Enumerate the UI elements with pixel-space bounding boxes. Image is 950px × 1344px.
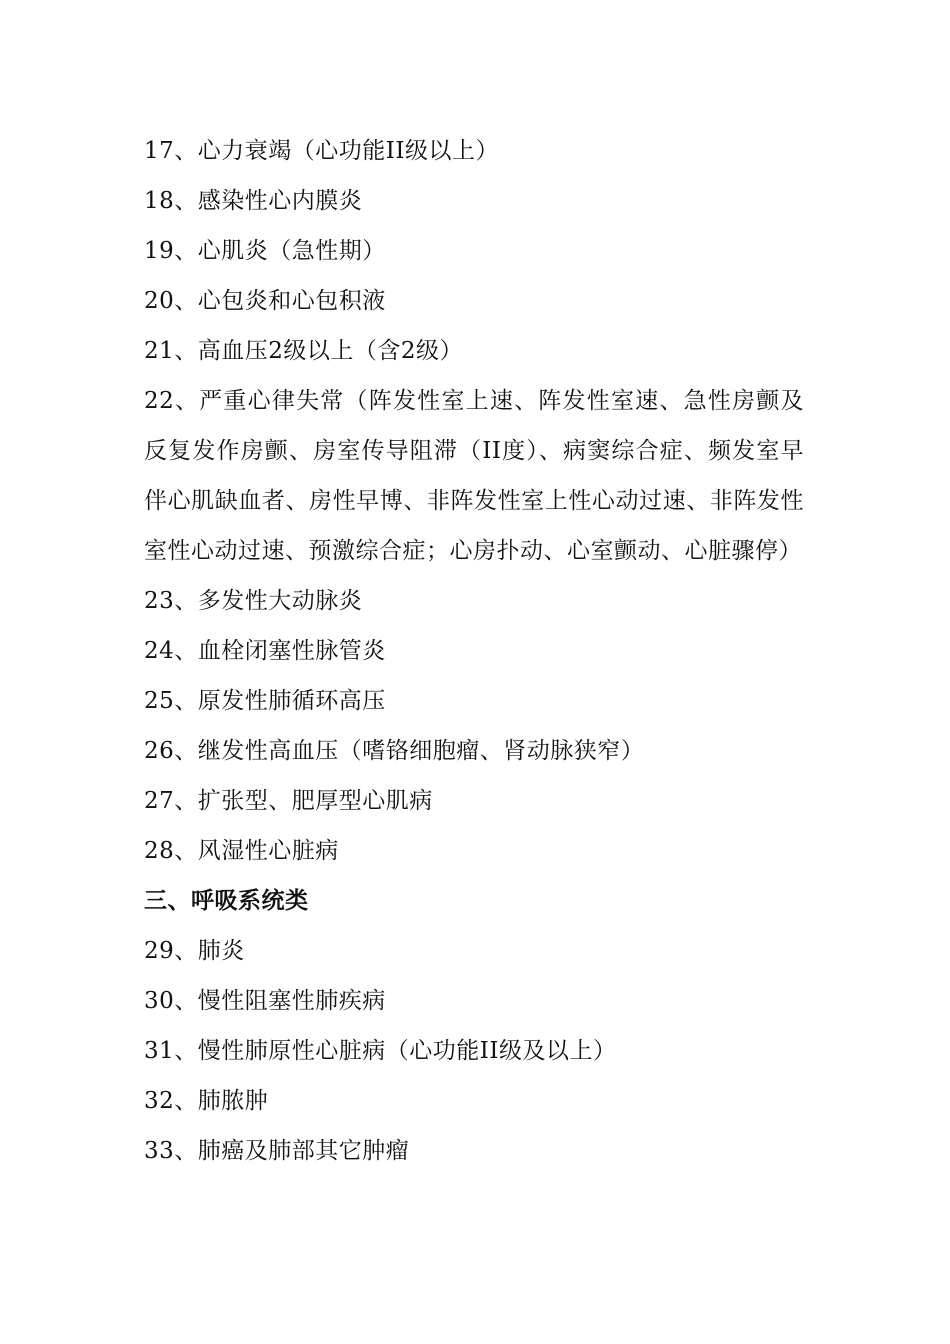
list-item: 20、心包炎和心包积液 <box>144 288 386 314</box>
list-item: 27、扩张型、肥厚型心肌病 <box>144 788 433 814</box>
list-item: 26、继发性高血压（嗜铬细胞瘤、肾动脉狭窄） <box>144 738 645 764</box>
list-item: 30、慢性阻塞性肺疾病 <box>144 988 386 1014</box>
list-item: 28、风湿性心脏病 <box>144 838 339 864</box>
list-item: 21、高血压2级以上（含2级） <box>144 338 464 364</box>
list-item: 17、心力衰竭（心功能II级以上） <box>144 138 499 164</box>
list-item: 31、慢性肺原性心脏病（心功能II级及以上） <box>144 1038 617 1064</box>
list-item: 25、原发性肺循环高压 <box>144 688 386 714</box>
section-heading: 三、呼吸系统类 <box>144 888 309 914</box>
document-page <box>144 126 804 1176</box>
list-item: 33、肺癌及肺部其它肿瘤 <box>144 1138 410 1164</box>
list-item: 29、肺炎 <box>144 938 245 964</box>
list-item: 18、感染性心内膜炎 <box>144 188 363 214</box>
list-item: 22、严重心律失常（阵发性室上速、阵发性室速、急性房颤及反复发作房颤、房室传导阻滞（II度）、病窦综合症、频发室早伴心肌缺血者、房性早博、非阵发性室上性心动过速、非阵发性室性心动过速、预激综合症；心房扑动、心室颤动、心脏骤停） <box>144 388 804 564</box>
list-item: 24、血栓闭塞性脉管炎 <box>144 638 386 664</box>
list-item: 19、心肌炎（急性期） <box>144 238 386 264</box>
list-item: 23、多发性大动脉炎 <box>144 588 363 614</box>
list-item: 32、肺脓肿 <box>144 1088 269 1114</box>
